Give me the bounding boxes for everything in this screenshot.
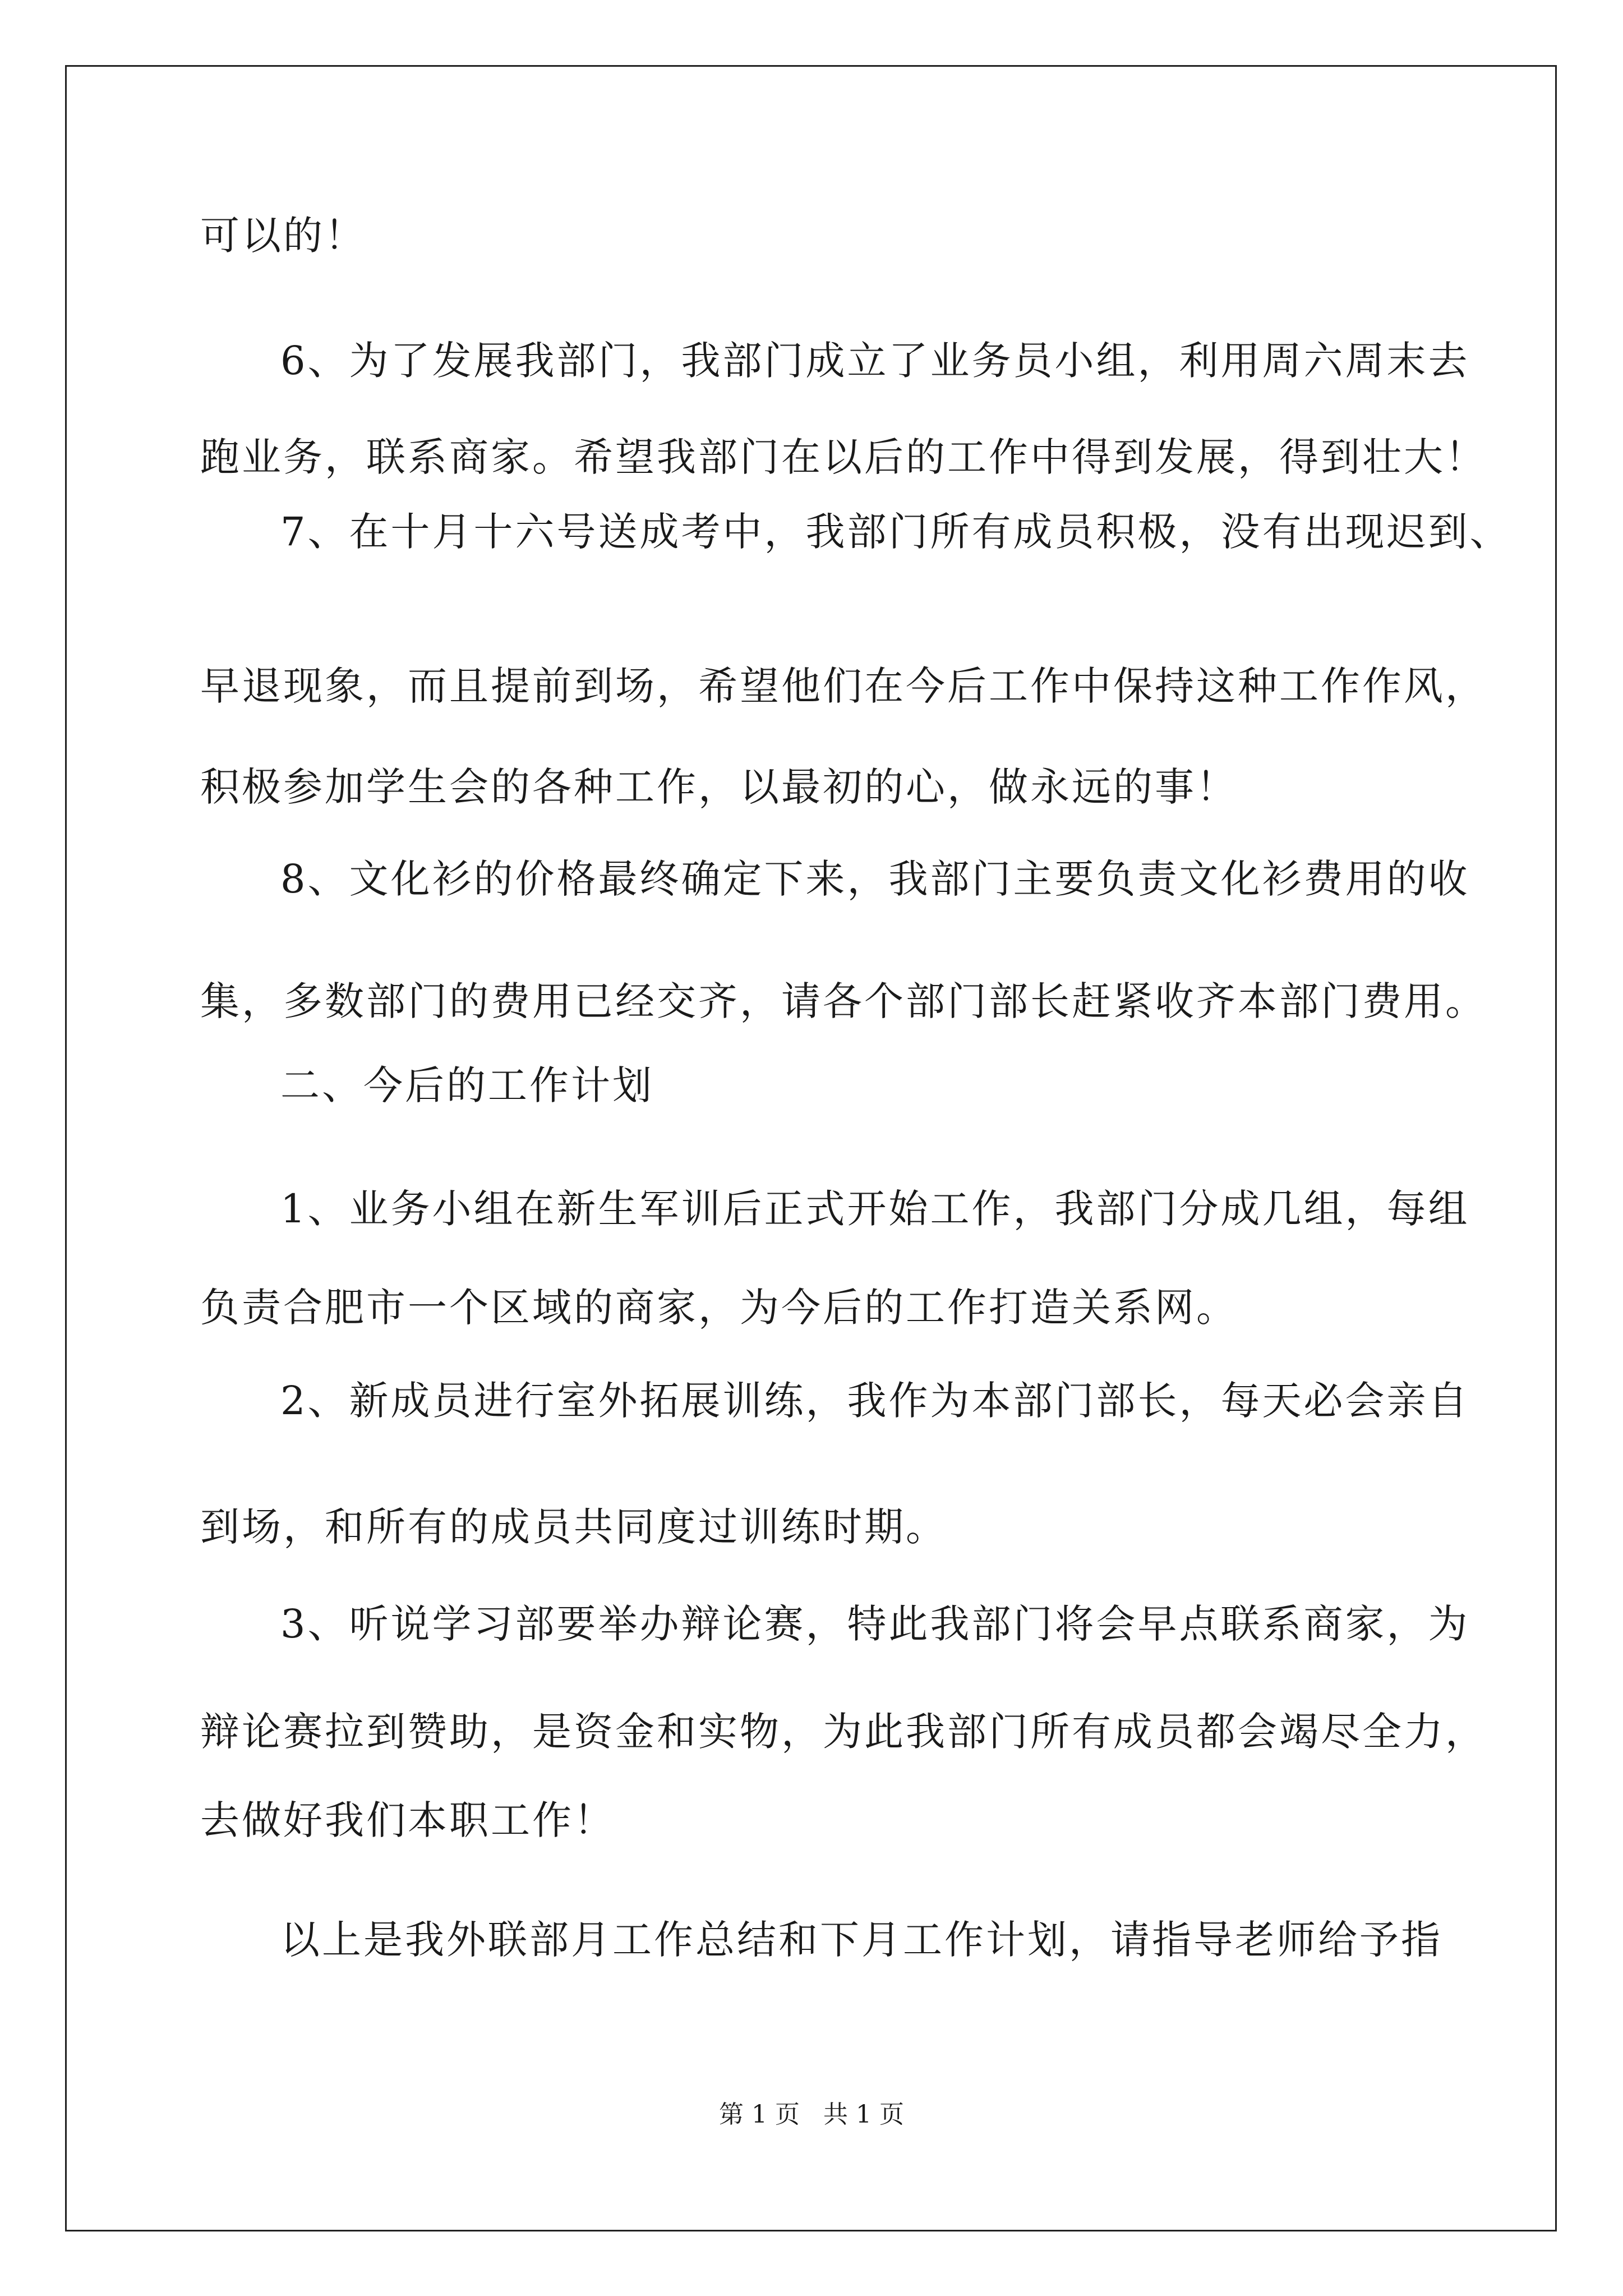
body-line-11: 负责合肥市一个区域的商家，为今后的工作打造关系网。: [200, 1285, 1238, 1331]
body-line-3: 跑业务，联系商家。希望我部门在以后的工作中得到发展，得到壮大！: [200, 434, 1487, 480]
body-line-6: 积极参加学生会的各种工作，以最初的心，做永远的事！: [200, 764, 1238, 810]
body-line-1: 可以的！: [200, 213, 366, 259]
body-line-13: 到场，和所有的成员共同度过训练时期。: [200, 1504, 947, 1550]
body-line-2: 6、为了发展我部门，我部门成立了业务员小组，利用周六周末去: [280, 338, 1470, 384]
body-line-4: 7、在十月十六号送成考中，我部门所有成员积极，没有出现迟到、: [280, 509, 1511, 555]
page-number-footer: 第 1 页 共 1 页: [719, 2100, 904, 2129]
body-line-12: 2、新成员进行室外拓展训练，我作为本部门部长，每天必会亲自: [280, 1378, 1470, 1424]
body-line-10: 1、业务小组在新生军训后正式开始工作，我部门分成几组，每组: [280, 1186, 1470, 1232]
body-line-14: 3、听说学习部要举办辩论赛，特此我部门将会早点联系商家，为: [280, 1601, 1470, 1647]
body-line-8: 集，多数部门的费用已经交齐，请各个部门部长赶紧收齐本部门费用。: [200, 978, 1487, 1024]
body-line-15: 辩论赛拉到赞助，是资金和实物，为此我部门所有成员都会竭尽全力，: [200, 1709, 1487, 1755]
body-line-7: 8、文化衫的价格最终确定下来，我部门主要负责文化衫费用的收: [280, 856, 1470, 902]
page-border: [65, 65, 1557, 2231]
body-line-17: 以上是我外联部月工作总结和下月工作计划，请指导老师给予指: [280, 1917, 1442, 1963]
section-heading: 二、今后的工作计划: [280, 1062, 654, 1108]
body-line-16: 去做好我们本职工作！: [200, 1797, 615, 1843]
body-line-5: 早退现象，而且提前到场，希望他们在今后工作中保持这种工作作风，: [200, 663, 1487, 709]
